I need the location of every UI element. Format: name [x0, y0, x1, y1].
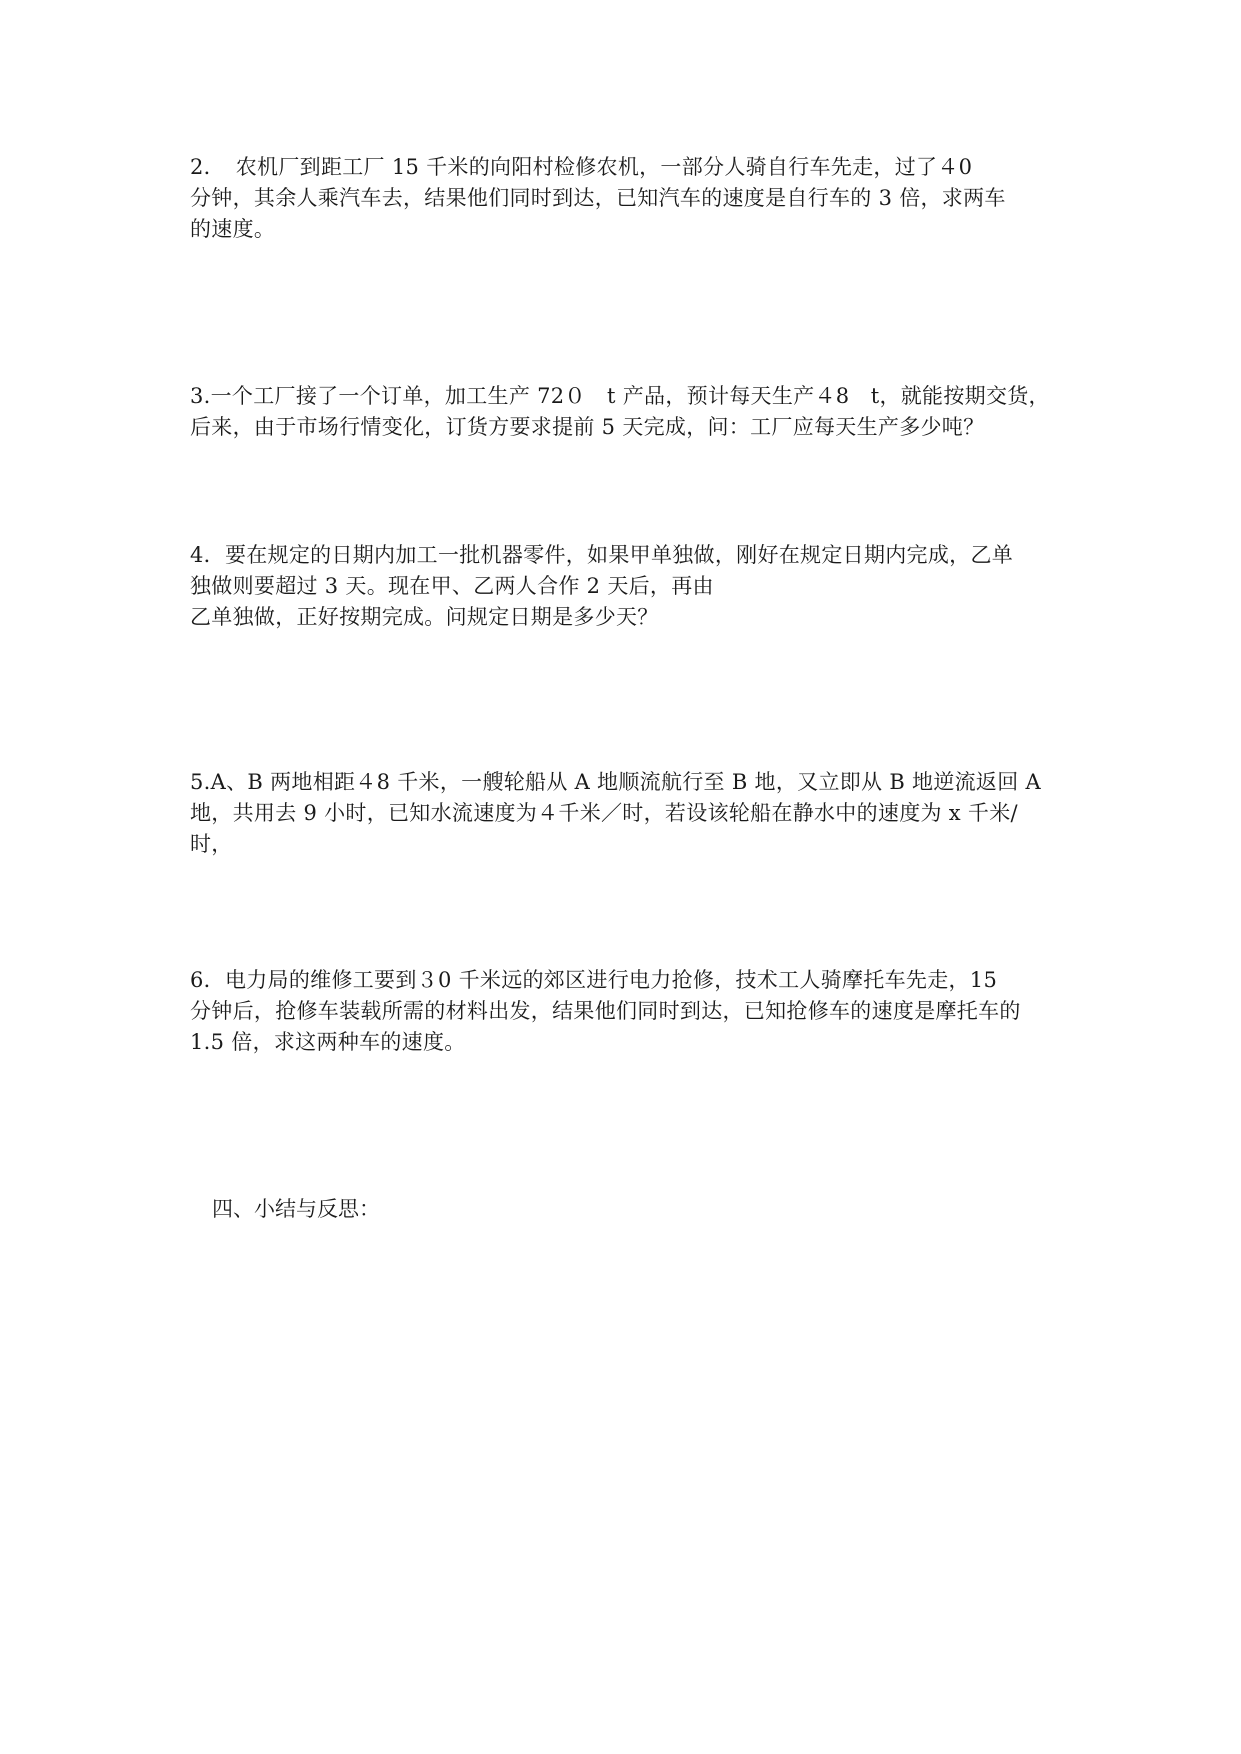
- problem-2: [190, 152, 1070, 245]
- summary-heading: 四、小结与反思：: [212, 1197, 380, 1221]
- problem-5-line-1: 5.A、B 两地相距４8 千米，一艘轮船从 A 地顺流航行至 B 地，又立即从 B 地逆流返回 A: [190, 770, 1041, 794]
- problem-5: [190, 767, 1070, 860]
- problem-3: [190, 381, 1070, 443]
- problem-3-line-1: 3.一个工厂接了一个订单，加工生产 72０ t 产品，预计每天生产４8 t，就能按期交货，: [190, 384, 1050, 408]
- problem-4-line-1: 4．要在规定的日期内加工一批机器零件，如果甲单独做，刚好在规定日期内完成，乙单: [190, 543, 1014, 567]
- problem-6-line-3: 1.5 倍，求这两种车的速度。: [190, 1030, 466, 1054]
- problem-6-line-1: 6．电力局的维修工要到３0 千米远的郊区进行电力抢修，技术工人骑摩托车先走，15: [190, 968, 998, 992]
- problem-4-line-2: 独做则要超过 3 天。现在甲、乙两人合作 2 天后，再由: [190, 574, 714, 598]
- problem-6-line-2: 分钟后，抢修车装载所需的材料出发，结果他们同时到达，已知抢修车的速度是摩托车的: [190, 999, 1021, 1023]
- problem-2-line-2: 分钟，其余人乘汽车去，结果他们同时到达，已知汽车的速度是自行车的 3 倍，求两车: [190, 186, 1006, 210]
- problem-5-line-3: 时，: [190, 832, 233, 856]
- problem-5-line-2: 地，共用去 9 小时，已知水流速度为４千米／时，若设该轮船在静水中的速度为 x 千米/: [190, 801, 1018, 825]
- problem-6: [190, 965, 1070, 1058]
- problem-4: [190, 540, 1070, 633]
- problem-3-line-2: 后来，由于市场行情变化，订货方要求提前 5 天完成，问：工厂应每天生产多少吨？: [190, 415, 985, 439]
- problem-4-line-3: 乙单独做，正好按期完成。问规定日期是多少天？: [190, 605, 659, 629]
- problem-2-line-1: 2． 农机厂到距工厂 15 千米的向阳村检修农机，一部分人骑自行车先走，过了４0: [190, 155, 973, 179]
- problem-2-line-3: 的速度。: [190, 217, 276, 241]
